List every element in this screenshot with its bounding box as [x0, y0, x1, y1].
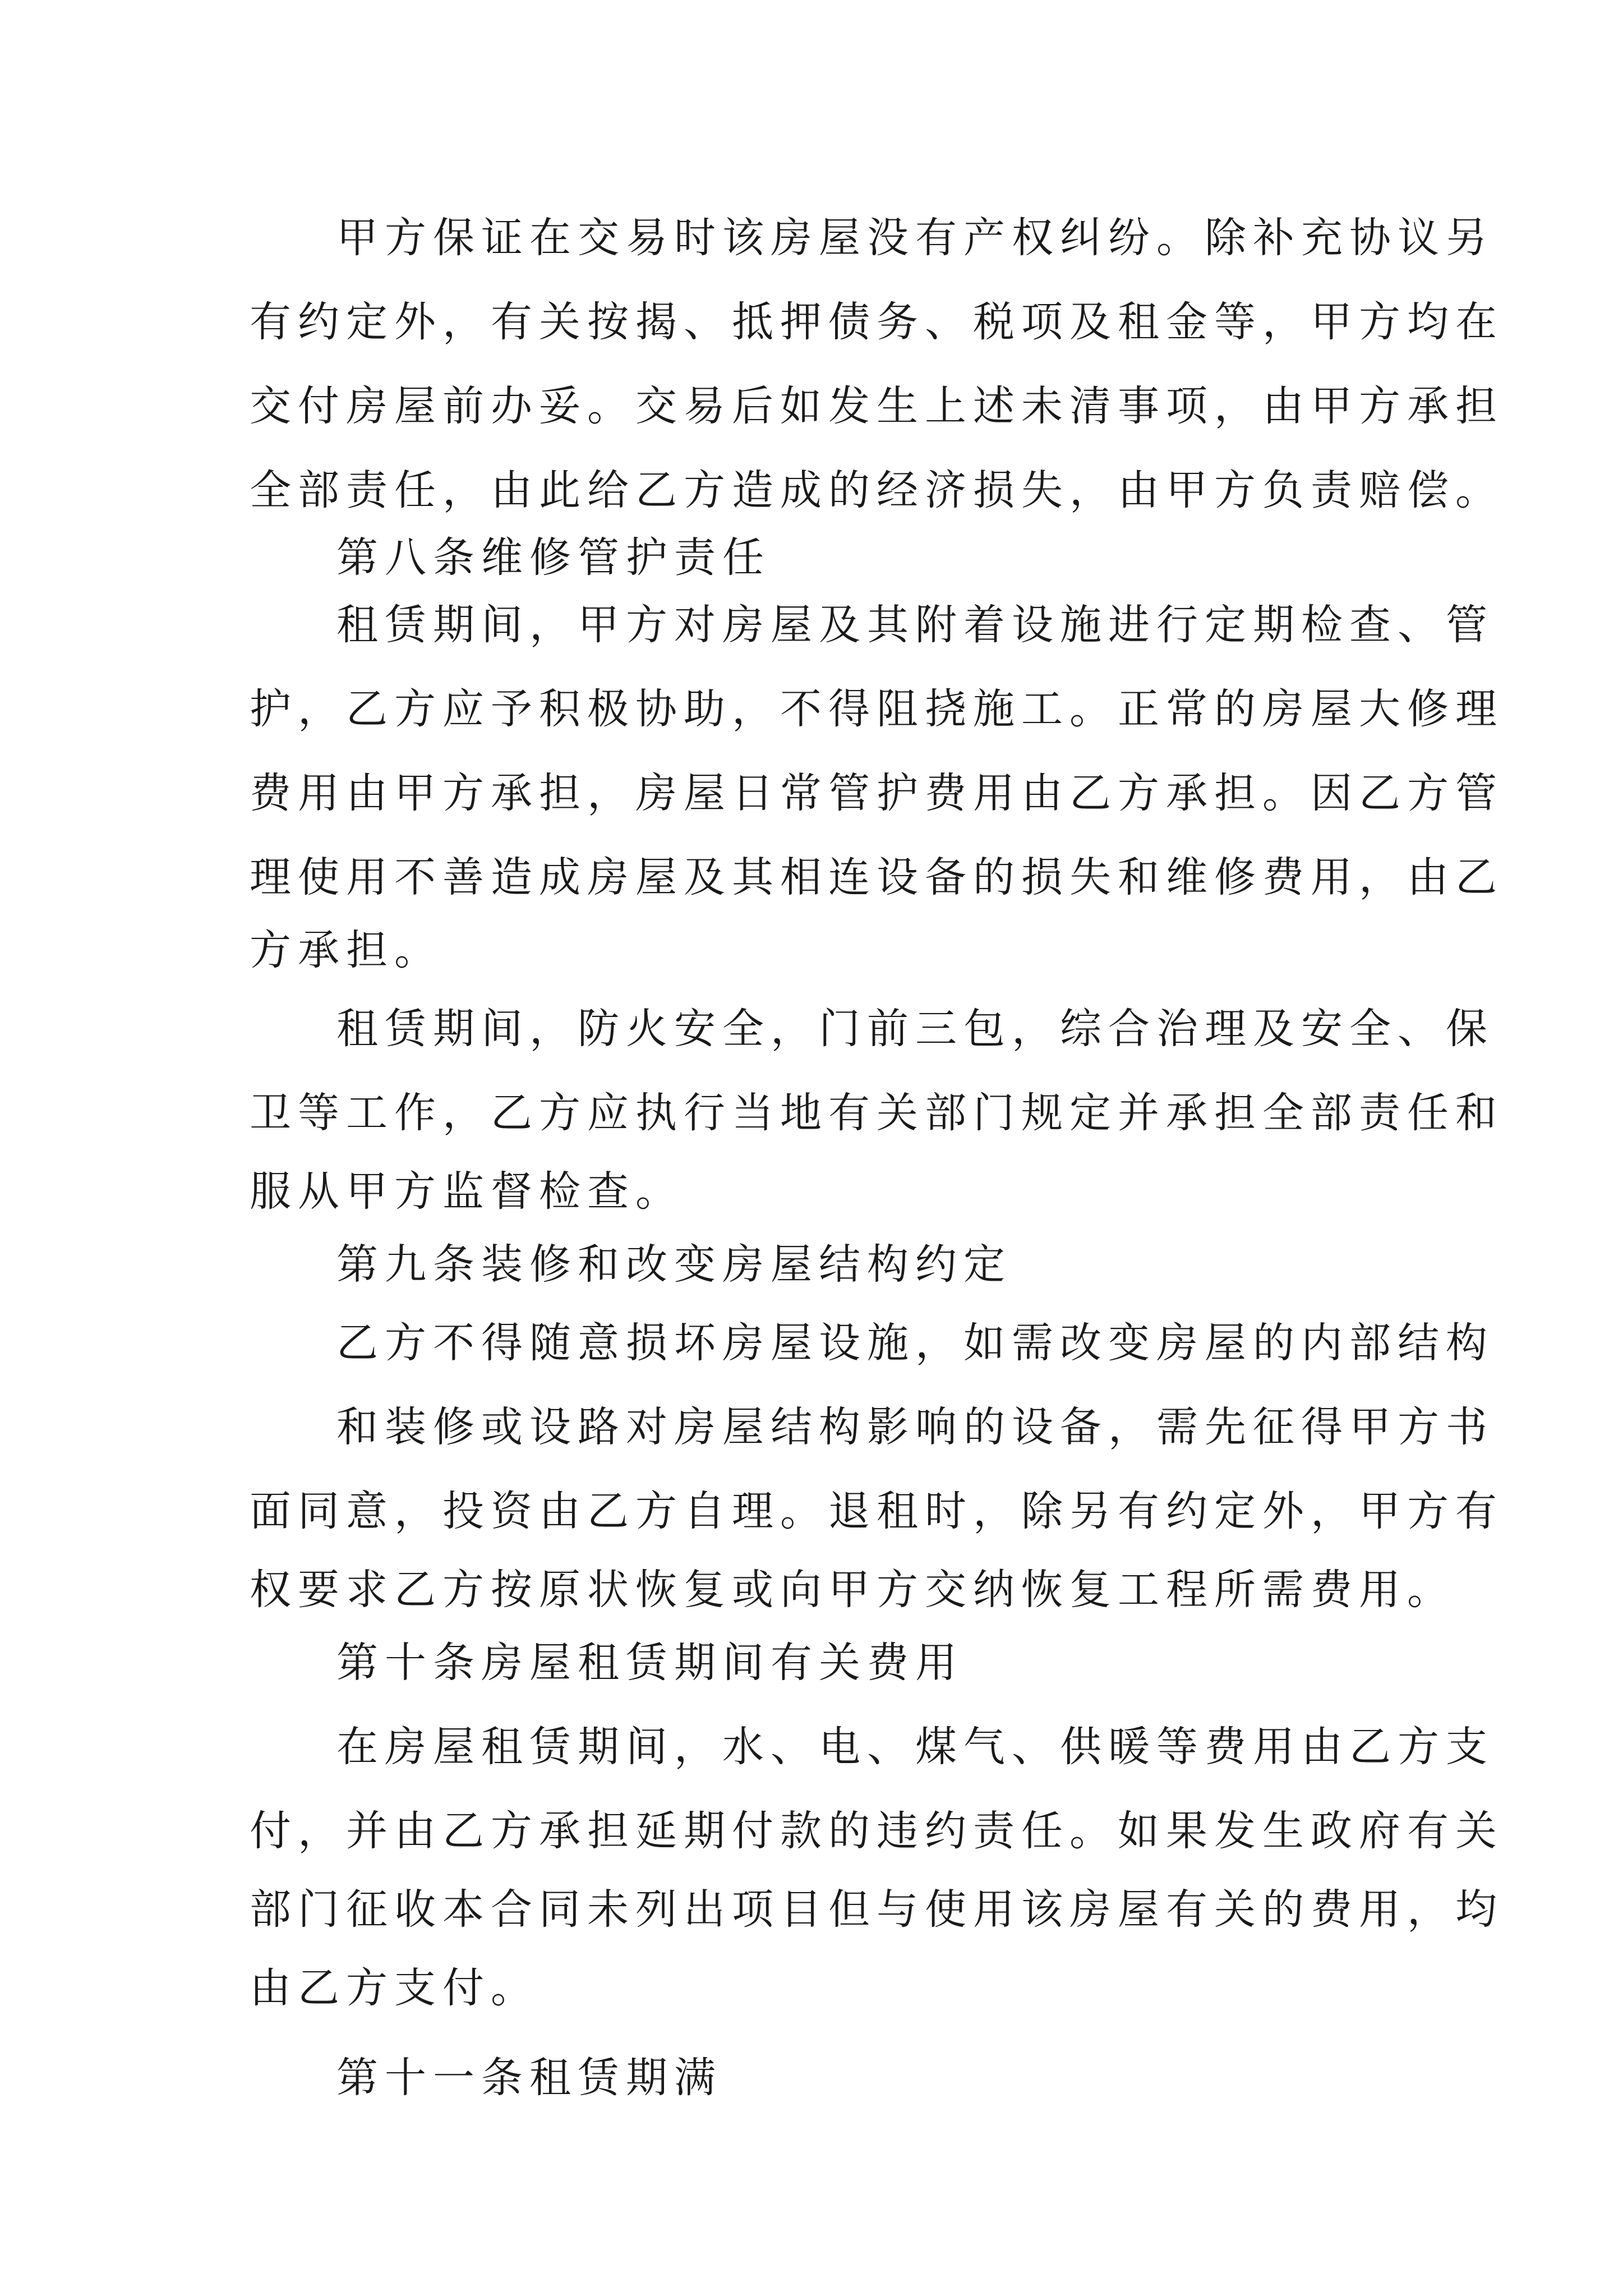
- text-line: 卫等工作，乙方应执行当地有关部门规定并承担全部责任和: [250, 1089, 1504, 1137]
- section-heading: 第九条装修和改变房屋结构约定: [336, 1240, 1012, 1289]
- section-heading: 第十一条租赁期满: [336, 2054, 722, 2102]
- text-line: 部门征收本合同未列出项目但与使用该房屋有关的费用，均: [250, 1885, 1504, 1934]
- text-line: 由乙方支付。: [250, 1964, 539, 2012]
- text-line: 服从甲方监督检查。: [250, 1167, 684, 1216]
- text-line: 在房屋租赁期间，水、电、煤气、供暖等费用由乙方支: [336, 1723, 1494, 1771]
- section-heading: 第八条维修管护责任: [336, 533, 771, 582]
- text-line: 租赁期间，防火安全，门前三包，综合治理及安全、保: [336, 1005, 1494, 1053]
- text-line: 护，乙方应予积极协助，不得阻挠施工。正常的房屋大修理: [250, 685, 1504, 733]
- text-line: 甲方保证在交易时该房屋没有产权纠纷。除补充协议另: [336, 214, 1494, 262]
- text-line: 乙方不得随意损坏房屋设施，如需改变房屋的内部结构: [336, 1319, 1494, 1367]
- text-line: 方承担。: [250, 926, 442, 974]
- text-line: 和装修或设路对房屋结构影响的设备，需先征得甲方书: [336, 1403, 1494, 1451]
- text-line: 费用由甲方承担，房屋日常管护费用由乙方承担。因乙方管: [250, 769, 1504, 817]
- text-line: 有约定外，有关按揭、抵押债务、税项及租金等，甲方均在: [250, 298, 1504, 346]
- section-heading: 第十条房屋租赁期间有关费用: [336, 1639, 963, 1687]
- text-line: 交付房屋前办妥。交易后如发生上述未清事项，由甲方承担: [250, 382, 1504, 430]
- text-line: 付，并由乙方承担延期付款的违约责任。如果发生政府有关: [250, 1807, 1504, 1855]
- text-line: 理使用不善造成房屋及其相连设备的损失和维修费用，由乙: [250, 853, 1504, 901]
- text-line: 全部责任，由此给乙方造成的经济损失，由甲方负责赔偿。: [250, 466, 1504, 514]
- text-line: 面同意，投资由乙方自理。退租时，除另有约定外，甲方有: [250, 1487, 1504, 1535]
- text-line: 租赁期间，甲方对房屋及其附着设施进行定期检查、管: [336, 601, 1494, 649]
- text-line: 权要求乙方按原状恢复或向甲方交纳恢复工程所需费用。: [250, 1566, 1455, 1614]
